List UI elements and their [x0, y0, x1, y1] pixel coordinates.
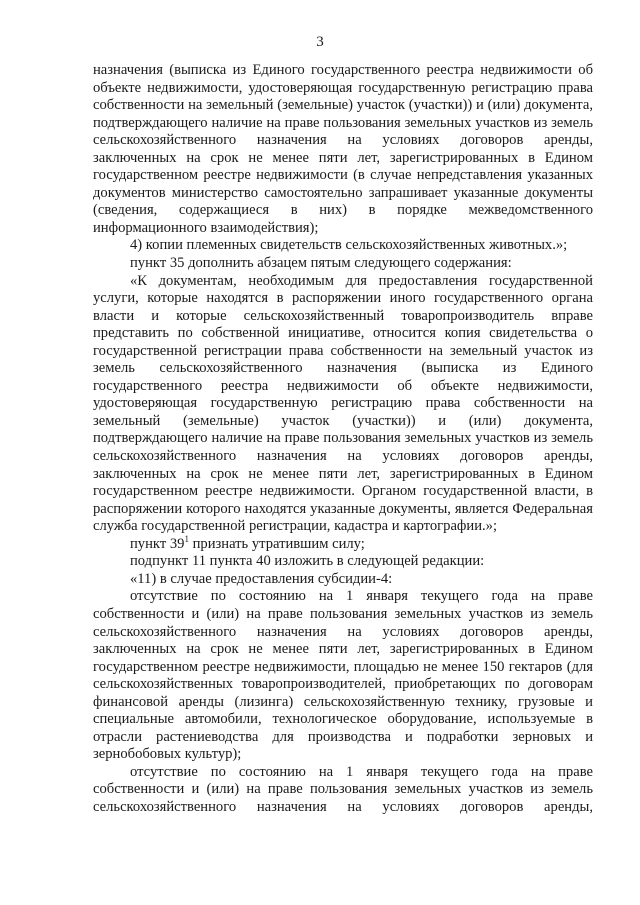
paragraph-condition-1: отсутствие по состоянию на 1 января текущего года на праве собственности и (или) на праве пользования земельных участков из земель сельскохозяйственного назначения на условиях договоров аренды, заключенных на срок не менее пяти лет, зарегистрированных в Едином государственном реестре недвижимости, площадью не менее 150 гектаров (для сельскохозяйственных товаропроизводителей, приобретающих по договорам финансовой аренды (лизинга) сельскохозяйственную технику, грузовые и специальные автомобили, технологическое оборудование, используемые в отрасли растениеводства для производства и подработки зерновых и зернобобовых культур); [93, 588, 593, 763]
page-number: 3 [316, 34, 324, 50]
paragraph-condition-2: отсутствие по состоянию на 1 января текущего года на праве собственности и (или) на праве пользования земельных участков из земель сельскохозяйственного назначения на условиях договоров аренды, [93, 763, 593, 815]
paragraph-amendment-35: пункт 35 дополнить абзацем пятым следующего содержания: [130, 255, 512, 272]
paragraph-quoted-documents: «К документам, необходимым для предоставления государственной услуги, которые находятся в распоряжении иного государственного органа власти и которые сельскохозяйственный товаропроизводитель вправе представить по собственной инициативе, относится копия свидетельства о государственной регистрации права собственности на земельный участок из земель сельскохозяйственного назначения (выписка из Единого государственного реестра недвижимости об объекте недвижимости, удостоверяющая государственную регистрацию права собственности на земельный (земельные) участок (участки)) и (или) документа, подтверждающего наличие на праве пользования земельных участков из земель сельскохозяйственного назначения на условиях договоров аренды, заключенных на срок не менее пяти лет, зарегистрированных в Едином государственном реестре недвижимости. Органом государственной власти, в распоряжении которого находятся указанные документы, является Федеральная служба государственной регистрации, кадастра и картографии.»; [93, 272, 593, 535]
paragraph-amendment-40: подпункт 11 пункта 40 изложить в следующей редакции: [130, 553, 485, 570]
paragraph-text: признать утратившим силу; [188, 535, 365, 552]
paragraph-text: пункт 39 [130, 535, 185, 552]
paragraph-amendment-39 [93, 533, 593, 554]
paragraph-continuation: назначения (выписка из Единого государственного реестра недвижимости об объекте недвижимости, удостоверяющая государственную регистрацию права собственности на земельный (земельные) участок (участки)) и (или) документа, подтверждающего наличие на праве пользования земельных участков из земель сельскохозяйственного назначения на условиях договоров аренды, заключенных на срок не менее пяти лет, зарегистрированных в Едином государственном реестре недвижимости (в случае непредставления указанных документов министерство самостоятельно запрашивает указанные документы (сведения, содержащиеся в них) в порядке межведомственного информационного взаимодействия); [93, 62, 593, 236]
paragraph-subitem-11: «11) в случае предоставления субсидии-4: [130, 570, 393, 587]
document-body [93, 62, 593, 817]
superscript-index: 1 [184, 533, 189, 544]
list-item-4: 4) копии племенных свидетельств сельскохозяйственных животных.»; [130, 237, 568, 254]
